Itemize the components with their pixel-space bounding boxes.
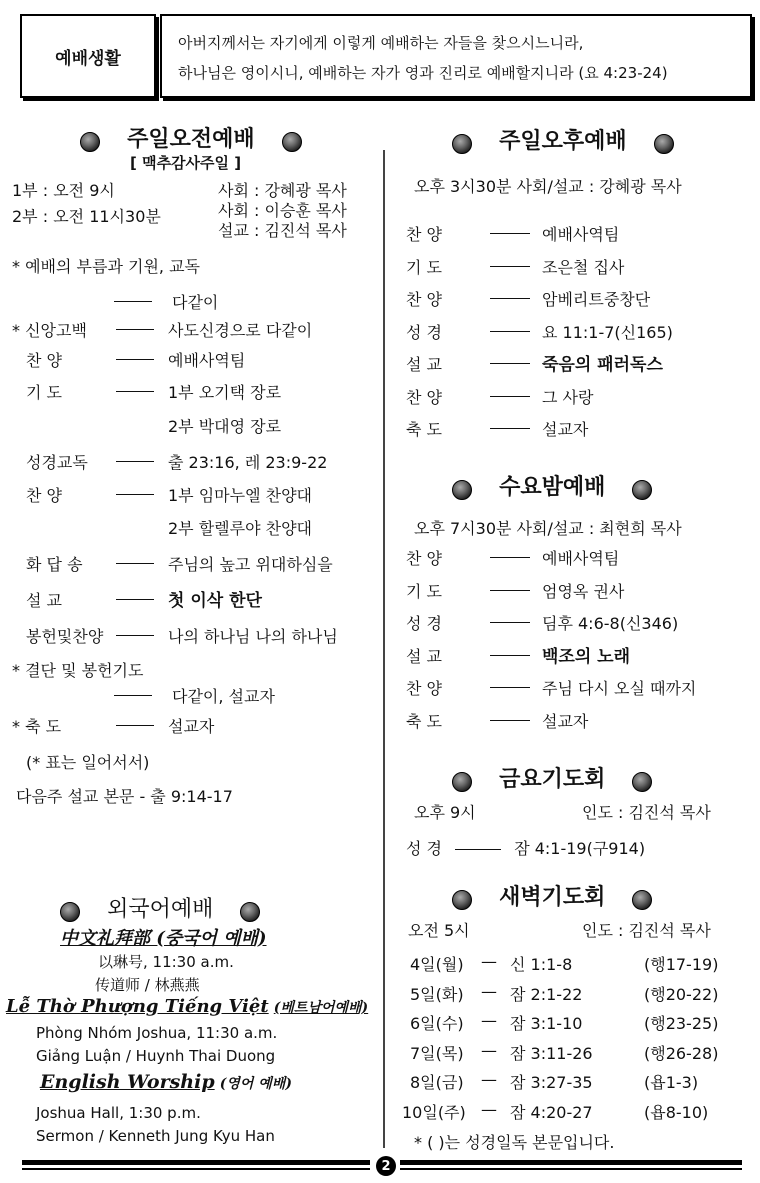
order-value: 1부 오기택 장로 [168,383,282,402]
order-value: 2부 할렐루야 찬양대 [168,519,312,538]
order-value: 1부 임마누엘 찬양대 [168,486,312,505]
order-value: 2부 박대영 장로 [168,417,282,436]
bullet-icon [240,902,260,922]
viet-line-1: Phòng Nhóm Joshua, 11:30 a.m. [36,1024,278,1042]
dawn-reading: (행23-25) [644,1014,719,1033]
dawn-text: 잠 3:27-35 [510,1073,593,1092]
dash-line [116,329,154,330]
friday-scripture-label: 성 경 [406,839,442,858]
english-line-2: Sermon / Kenneth Jung Kyu Han [36,1127,275,1145]
order-value: 예배사역팀 [542,549,620,568]
dash-line [490,557,530,558]
order-value: 암베리트중창단 [542,290,651,309]
dawn-title: 새벽기도회 [499,885,606,910]
order-label: * 신앙고백 [12,321,87,340]
dawn-title-row [452,880,652,911]
order-label: 성 경 [406,322,442,342]
dash-line [490,655,530,656]
wednesday-title: 수요밤예배 [499,475,606,500]
order-label: * 결단 및 봉헌기도 [12,661,144,680]
bullet-icon [654,134,674,154]
dawn-text: 잠 3:11-26 [510,1043,593,1063]
order-label: 설 교 [406,646,442,666]
order-label: 찬 양 [406,387,442,407]
host-1: 사회 : 강혜광 목사 [218,181,347,200]
bullet-icon [60,902,80,922]
order-value: 예배사역팀 [542,225,620,244]
friday-time: 오후 9시 [414,803,476,822]
dawn-text: 잠 3:1-10 [510,1014,583,1033]
dawn-day: 7일(목) [410,1043,464,1063]
dawn-note: * ( )는 성경일독 본문입니다. [414,1133,615,1152]
bullet-icon [632,480,652,500]
order-value: 죽음의 패러독스 [542,355,663,375]
dawn-day: 6일(수) [410,1014,464,1033]
morning-title: 주일오전예배 [127,127,255,152]
service-2-time: 2부 : 오전 11시30분 [12,207,161,226]
english-title-row [40,1071,292,1093]
dash-line [114,695,152,696]
order-label: 축 도 [406,420,442,439]
standing-note: (* 표는 일어서서) [26,753,150,772]
order-label: 성경교독 [26,453,88,472]
afternoon-info: 오후 3시30분 사회/설교 : 강혜광 목사 [414,177,682,196]
chinese-title: 中文礼拜部 (중국어 예배) [60,928,267,949]
dawn-dash: — [481,1070,497,1089]
order-value: 그 사랑 [542,387,594,407]
dash-line [490,266,530,267]
dawn-dash: — [481,981,497,1001]
order-value: 다같이 [172,293,219,312]
foreign-title-row [60,892,260,923]
order-value: 설교자 [168,717,215,736]
dash-line [116,494,154,495]
dash-line [116,563,154,564]
order-label: 기 도 [406,257,442,277]
viet-title-row [6,996,368,1017]
english-title: English Worship [40,1071,215,1093]
page-number: 2 [376,1156,396,1176]
dawn-reading: (욥1-3) [644,1073,699,1092]
dash-line [490,331,530,332]
dawn-day: 10일(주) [402,1102,466,1122]
dawn-reading: (욥8-10) [644,1102,709,1122]
service-1-time: 1부 : 오전 9시 [12,181,115,200]
dawn-dash: — [481,1011,497,1030]
dawn-reading: (행17-19) [644,955,719,974]
order-label: 찬 양 [26,351,62,370]
section-label-box [20,14,156,98]
dawn-reading: (행20-22) [644,984,719,1004]
order-label: 기 도 [406,581,442,601]
bullet-icon [80,132,100,152]
viet-title: Lễ Thờ Phượng Tiếng Việt [6,996,269,1017]
dash-line [116,359,154,360]
english-line-1: Joshua Hall, 1:30 p.m. [36,1104,201,1122]
dash-line [490,233,530,234]
quote-line-2: 하나님은 영이시니, 예배하는 자가 영과 진리로 예배할지니라 (요 4:23-24) [178,64,668,82]
dash-line [490,622,530,623]
dawn-day: 8일(금) [410,1073,464,1092]
friday-leader: 인도 : 김진석 목사 [582,803,711,822]
dash-line [490,687,530,688]
bullet-icon [632,890,652,910]
bullet-icon [452,480,472,500]
chinese-line-1: 以琳号, 11:30 a.m. [98,953,234,971]
scripture-quote-box [160,14,752,98]
preacher: 설교 : 김진석 목사 [218,221,347,240]
footer-rule-right [400,1160,742,1170]
order-label: 찬 양 [406,549,442,568]
dash-line [490,590,530,591]
order-label: * 축 도 [12,717,62,736]
column-divider [383,150,385,1148]
viet-line-2: Giảng Luận / Huynh Thai Duong [36,1047,276,1065]
foreign-title: 외국어예배 [107,897,214,922]
dash-line [490,428,530,429]
dawn-text: 잠 2:1-22 [510,984,583,1004]
order-value: 나의 하나님 나의 하나님 [168,627,338,646]
bullet-icon [632,772,652,792]
order-value: 사도신경으로 다같이 [168,321,313,340]
friday-title-row [452,762,652,793]
order-label: 찬 양 [406,290,442,309]
order-value: 출 23:16, 레 23:9-22 [168,453,328,472]
bullet-icon [452,772,472,792]
order-label: 설 교 [406,355,442,374]
order-label: 성 경 [406,614,442,633]
order-value: 첫 이삭 한단 [168,591,262,611]
bullet-icon [282,132,302,152]
dash-line [116,725,154,726]
dash-line [455,849,501,850]
dash-line [116,461,154,462]
order-value: 딤후 4:6-8(신346) [542,614,679,633]
dawn-day: 5일(화) [410,984,464,1004]
dash-line [116,391,154,392]
order-value: 백조의 노래 [542,646,631,667]
dawn-reading: (행26-28) [644,1043,719,1063]
order-label: 찬 양 [26,486,62,505]
dash-line [490,720,530,721]
order-label: * 예배의 부름과 기원, 교독 [12,257,200,276]
dawn-dash: — [481,1099,497,1119]
order-label: 화 답 송 [26,555,83,574]
order-value: 설교자 [542,711,589,731]
friday-scripture-row [406,836,645,859]
order-value: 요 11:1-7(신165) [542,322,673,342]
dawn-leader: 인도 : 김진석 목사 [582,921,711,940]
dawn-text: 신 1:1-8 [510,955,573,974]
section-label: 예배생활 [55,48,121,69]
host-2: 사회 : 이승훈 목사 [218,201,347,220]
order-value: 주님 다시 오실 때까지 [542,679,697,698]
bullet-icon [452,134,472,154]
wednesday-title-row [452,470,652,501]
next-sermon: 다음주 설교 본문 - 출 9:14-17 [16,787,233,806]
dawn-time: 오전 5시 [408,921,470,940]
bullet-icon [452,890,472,910]
order-value: 조은철 집사 [542,257,625,277]
friday-title: 금요기도회 [499,767,606,792]
friday-scripture: 잠 4:1-19(구914) [514,839,646,858]
quote-line-1: 아버지께서는 자기에게 이렇게 예배하는 자들을 찾으시느니라, [178,34,584,52]
order-label: 봉헌및찬양 [26,627,104,646]
order-value: 엄영옥 권사 [542,581,625,601]
morning-subtitle: [ 맥추감사주일 ] [130,154,242,172]
order-value: 설교자 [542,420,589,439]
order-value: 예배사역팀 [168,351,246,370]
order-label: 찬 양 [406,679,442,698]
order-label: 설 교 [26,591,62,610]
viet-suffix: (베트남어예배) [273,1000,369,1016]
morning-title-row [80,122,302,153]
dawn-text: 잠 4:20-27 [510,1102,593,1122]
dash-line [116,599,154,600]
order-value: 주님의 높고 위대하심을 [168,555,333,574]
afternoon-title: 주일오후예배 [499,129,627,154]
english-suffix: (영어 예배) [219,1076,292,1092]
order-value: 다같이, 설교자 [172,687,275,706]
wednesday-info: 오후 7시30분 사회/설교 : 최현희 목사 [414,519,682,538]
order-label: 찬 양 [406,225,442,244]
chinese-line-2: 传道师 / 林燕燕 [95,976,200,994]
afternoon-title-row [452,124,674,155]
dawn-day: 4일(월) [410,955,464,974]
order-label: 축 도 [406,711,442,731]
dash-line [116,635,154,636]
dash-line [114,301,152,302]
dash-line [490,363,530,364]
footer-rule-left [22,1160,370,1170]
dash-line [490,396,530,397]
order-label: 기 도 [26,383,62,402]
dawn-dash: — [481,952,497,971]
dawn-dash: — [481,1040,497,1060]
dash-line [490,298,530,299]
